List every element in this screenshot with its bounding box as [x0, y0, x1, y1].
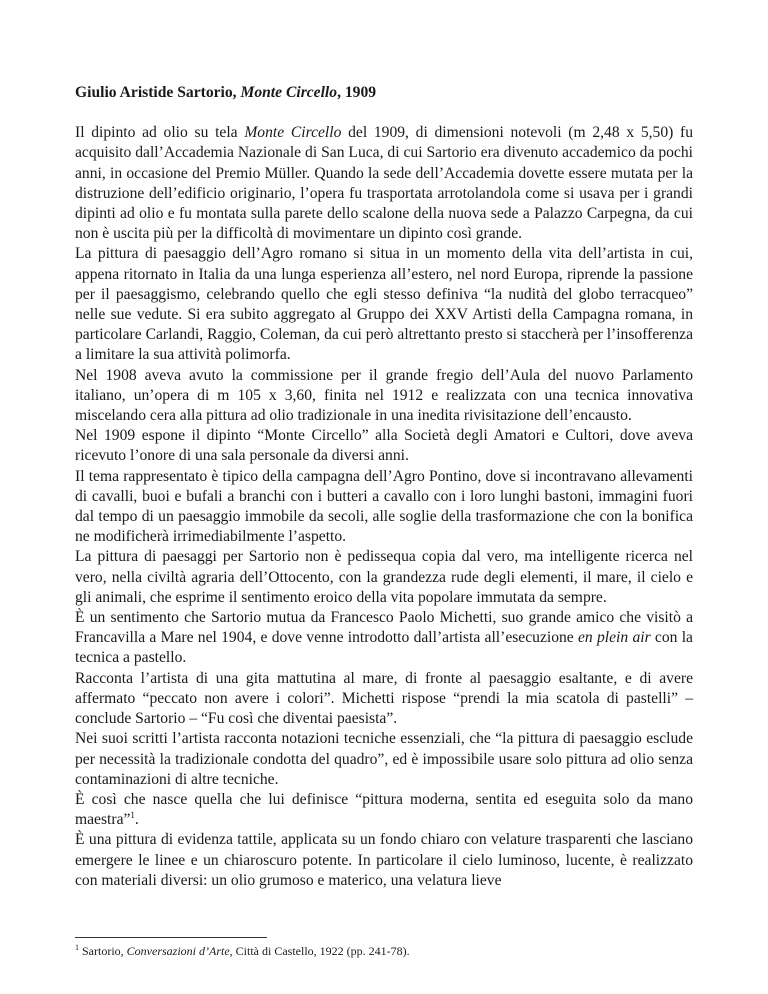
paragraph-2: La pittura di paesaggio dell’Agro romano si situa in un momento della vita dell’artista in cui, appena ritornato in Italia da una lunga esperienza all’estero, nel nord Europa, riprende la passione per il paesaggismo, celebrando quello che egli stesso definiva “la nudità del globo terracqueo” nelle sue vedute. Si era subito aggregato al Gruppo dei XXV Artisti della Campagna romana, in particolare Carlandi, Raggio, Coleman, da cui però altrettanto presto si staccherà per l’insofferenza a limitare la sua attività polimorfa.	[75, 245, 693, 364]
footnote-separator	[75, 937, 267, 938]
paragraph-9: Nei suoi scritti l’artista racconta notazioni tecniche essenziali, che “la pittura di paesaggio esclude per necessità la tradizionale condotta del quadro”, ed è impossibile usare solo pittura ad olio senza contaminazioni di altre tecniche.	[75, 730, 693, 788]
footnote-number: 1	[75, 943, 79, 952]
paragraph-10: È così che nasce quella che lui definisce “pittura moderna, sentita ed eseguita solo da mano maestra”$^1$.	[75, 790, 693, 829]
document-body	[75, 83, 693, 891]
italic-phrase: en plein air	[578, 629, 651, 647]
footnote-book-title: Conversazioni d’Arte	[126, 944, 230, 958]
page-title	[75, 83, 693, 103]
title-author: Giulio Aristide Sartorio,	[75, 84, 241, 101]
artwork-title: Monte Circello	[244, 124, 342, 142]
footnote-ref[interactable]: 1	[130, 809, 135, 820]
paragraph-8: Racconta l’artista di una gita mattutina al mare, di fronte al paesaggio esaltante, e di avere affermato “peccato non avere i colori”. Michetti rispose “prendi la mia scatola di pastelli” – conclude Sartorio – “Fu così che diventai paesista”.	[75, 669, 693, 728]
title-work: Monte Circello	[240, 84, 338, 101]
paragraph-5: Il tema rappresentato è tipico della campagna dell’Agro Pontino, dove si incontravano allevamenti di cavalli, buoi e bufali a branchi con i butteri a cavallo con i loro lunghi bastoni, immagini fuori dal tempo di un paesaggio immobile da secoli, alle soglie della trasformazione che con la bonifica ne modificherà irrimediabilmente l’aspetto.	[75, 467, 693, 546]
paragraph-6: La pittura di paesaggi per Sartorio non è pedissequa copia dal vero, ma intelligente ricerca nel vero, nella civiltà agraria dell’Ottocento, con la grandezza rude degli elementi, il mare, il cielo e gli animali, che esprime il sentimento eroico della vita popolare immutata da sempre.	[75, 548, 693, 606]
paragraph-11: È una pittura di evidenza tattile, applicata su un fondo chiaro con velature trasparenti che lasciano emergere le linee e un chiaroscuro potente. In particolare il cielo luminoso, lucente, è realizzato con materiali diversi: un olio grumoso e materico, una velatura lieve	[75, 831, 693, 889]
footnote: $^1$ Sartorio, Conversazioni d’Arte, Città di Castello, 1922 (pp. 241-78).	[75, 943, 410, 958]
title-year: , 1909	[337, 84, 377, 101]
paragraph-1: Il dipinto ad olio su tela Monte Circello del 1909, di dimensioni notevoli (m 2,48 x 5,50) fu acquisito dall’Accademia Nazionale di San Luca, di cui Sartorio era divenuto accademico da pochi anni, in occasione del Premio Müller. Quando la sede dell’Accademia dovette essere mutata per la distruzione dell’edificio originario, l’opera fu trasportata arrotolandola come si usava per i grandi dipinti ad olio e fu montata sulla parete dello scalone della nuova sede a Palazzo Carpegna, da cui non è uscita più per la difficoltà di movimentare un dipinto così grande.	[75, 124, 694, 243]
paragraph-4: Nel 1909 espone il dipinto “Monte Circello” alla Società degli Amatori e Cultori, dove aveva ricevuto l’onore di una sala personale da diversi anni.	[75, 427, 693, 465]
paragraph-3: Nel 1908 aveva avuto la commissione per il grande fregio dell’Aula del nuovo Parlamento italiano, un’opera di m 105 x 3,60, finita nel 1912 e realizzata con una tecnica innovativa miscelando cera alla pittura ad olio tradizionale in una inedita rivisitazione dell’encausto.	[75, 366, 693, 425]
paragraph-7: È un sentimento che Sartorio mutua da Francesco Paolo Michetti, suo grande amico che visitò a Francavilla a Mare nel 1904, e dove venne introdotto dall’artista all’esecuzione en plein air con la tecnica a pastello.	[75, 609, 693, 667]
